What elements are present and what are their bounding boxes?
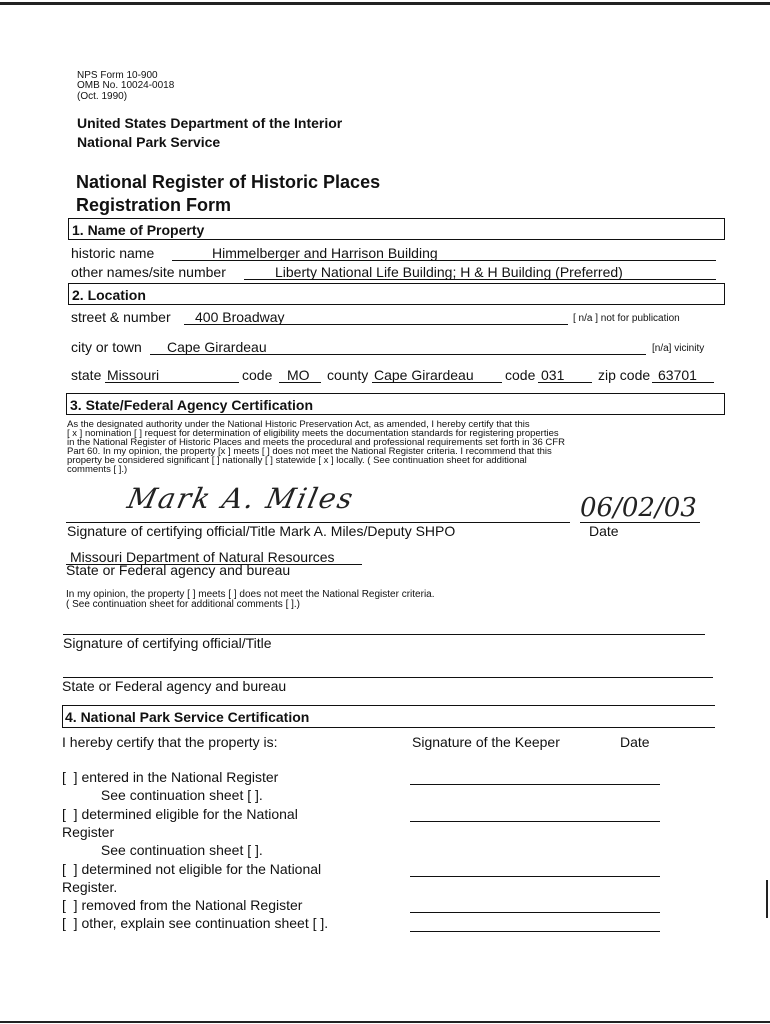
bottom-edge-line [0,1021,770,1023]
agency-label: State or Federal agency and bureau [66,562,291,578]
code-value: MO [287,367,310,383]
page-title: National Register of Historic Places [76,172,381,192]
city-label: city or town [71,339,142,355]
omb-number: OMB No. 10024-0018 [77,80,175,91]
page-subtitle: Registration Form [76,195,232,215]
signature2-label: Signature of certifying official/Title [63,635,272,651]
county-value: Cape Girardeau [374,367,474,383]
keeper-line-5 [410,931,660,932]
other-names-label: other names/site number [71,264,226,280]
state-value: Missouri [107,367,160,383]
nps-item-removed: [ ] removed from the National Register [62,897,303,913]
county-label: county [327,367,369,383]
opinion-line-2: ( See continuation sheet for additional comments [ ].) [66,599,301,610]
department-name: United States Department of the Interior [77,115,343,131]
cert-line-1: As the designated authority under the National Historic Preservation Act, as amended, I hereby certify that this [67,419,530,430]
section2-heading: 2. Location [72,287,146,303]
signature-date-label: Date [589,523,619,539]
section4-heading: 4. National Park Service Certification [65,709,310,725]
keeper-line-2 [410,821,660,822]
section4-bottom-line [62,727,715,728]
section1-heading: 1. Name of Property [72,222,205,238]
cert-line-3: in the National Register of Historic Places and meets the procedural and professional requirements set forth in 36 CFR [67,437,565,448]
keeper-line-1 [410,784,660,785]
keeper-date-label: Date [620,734,650,750]
nps-item-not-eligible: [ ] determined not eligible for the National [62,861,322,877]
street-value: 400 Broadway [195,309,285,325]
nps-item-eligible-continuation: See continuation sheet [ ]. [62,842,263,858]
opinion-line-1: In my opinion, the property [ ] meets [ ] does not meet the National Register criteria. [66,589,435,600]
keeper-intro: I hereby certify that the property is: [62,734,278,750]
handwritten-signature: Mark A. Miles [124,482,358,515]
county-code-label: code [505,367,536,383]
zip-label: zip code [598,367,651,383]
historic-name-line [172,260,716,261]
county-code-line [538,382,592,383]
agency-value: Missouri Department of Natural Resources [70,549,335,565]
form-date: (Oct. 1990) [77,91,128,102]
historic-name-value: Himmelberger and Harrison Building [212,245,438,261]
historic-name-label: historic name [71,245,155,261]
section4-top-line [62,705,715,706]
code-line [279,382,321,383]
keeper-line-4 [410,912,660,913]
nps-item-other: [ ] other, explain see continuation sheet [ ]. [62,915,329,931]
signature-label: Signature of certifying official/Title Mark A. Miles/Deputy SHPO [67,523,456,539]
keeper-signature-label: Signature of the Keeper [412,734,560,750]
nps-item-not-eligible-register: Register. [62,879,118,895]
scan-edge-mark [766,880,768,918]
nps-item-eligible: [ ] determined eligible for the National [62,806,298,822]
keeper-line-3 [410,876,660,877]
section2-header-box [68,283,725,305]
state-line [105,382,239,383]
city-value: Cape Girardeau [167,339,267,355]
section3-heading: 3. State/Federal Agency Certification [70,397,313,413]
cert-line-5: property be considered significant [ ] nationally [ ] statewide [ x ] locally. ( See continuation sheet for additional [67,455,527,466]
other-names-value: Liberty National Life Building; H & H Building (Preferred) [275,264,623,280]
cert-line-6: comments [ ].) [67,464,128,475]
form-number: NPS Form 10-900 [77,70,158,81]
county-line [372,382,502,383]
cert-line-4: Part 60. In my opinion, the property [x ] meets [ ] does not meet the National Register criteria. I recommend that this [67,446,552,457]
street-label: street & number [71,309,171,325]
top-edge-line [0,2,770,5]
handwritten-date: 06/02/03 [580,493,697,523]
not-for-publication: [ n/a ] not for publication [573,313,680,324]
section4-left-line [62,705,63,727]
nps-item-entered-continuation: See continuation sheet [ ]. [62,787,263,803]
state-label: state [71,367,102,383]
vicinity: [n/a] vicinity [652,343,705,354]
nps-item-eligible-register: Register [62,824,115,840]
county-code-value: 031 [541,367,565,383]
zip-value: 63701 [658,367,697,383]
street-line [184,324,568,325]
agency2-label: State or Federal agency and bureau [62,678,287,694]
service-name: National Park Service [77,134,221,150]
nps-item-entered: [ ] entered in the National Register [62,769,279,785]
city-line [150,354,646,355]
cert-line-2: [ x ] nomination [ ] request for determination of eligibility meets the documentation standards for registering properties [67,428,559,439]
zip-line [652,382,714,383]
other-names-line [244,279,716,280]
code-label: code [242,367,273,383]
